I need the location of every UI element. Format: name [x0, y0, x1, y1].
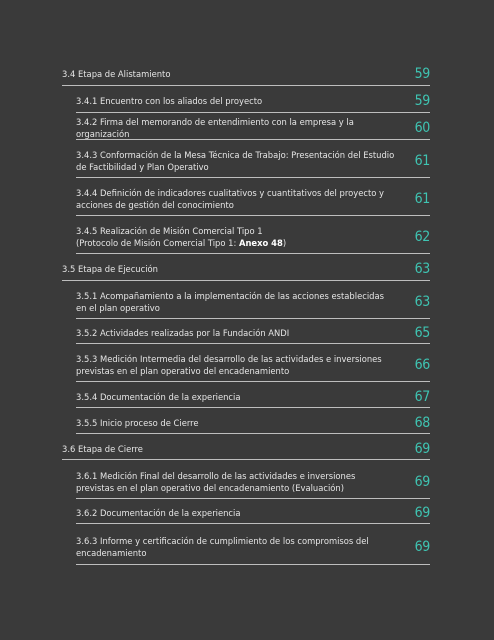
toc-entry-label [76, 225, 410, 249]
toc-entry-label: 3.5.2 Actividades realizadas por la Fundación ANDI [76, 327, 290, 338]
toc-entry-3-5-4[interactable] [76, 386, 430, 408]
toc-entry-label: 3.4 Etapa de Alistamiento [62, 69, 171, 79]
toc-entry-page: 61 [414, 152, 430, 169]
toc-entry-label: 3.5.3 Medición Intermedia del desarrollo de las actividades e inversiones previstas en el plan operativo del encadenamiento [76, 353, 382, 376]
toc-entry-page: 69 [414, 504, 430, 521]
toc-entry-page: 60 [414, 120, 430, 136]
toc-entry-page: 63 [414, 293, 430, 310]
toc-entry-3-4-3[interactable] [76, 144, 430, 178]
toc-entry-page: 68 [414, 414, 430, 431]
toc-entry-page: 69 [414, 538, 430, 555]
toc-entry-label-line2-prefix: (Protocolo de Misión Comercial Tipo 1: [76, 237, 239, 248]
toc-entry-3-4-2[interactable] [76, 117, 430, 140]
annex-reference: Anexo 48 [238, 237, 283, 248]
toc-entry-3-5[interactable] [62, 258, 430, 281]
toc-entry-page: 69 [414, 473, 430, 490]
toc-entry-page: 69 [414, 440, 430, 457]
toc-entry-page: 67 [414, 388, 430, 405]
toc-entry-label: 3.4.2 Firma del memorando de entendimiento con la empresa y la organización [76, 117, 354, 139]
toc-entry-label: 3.5.1 Acompañamiento a la implementación de las acciones establecidas en el plan operativo [76, 290, 384, 313]
toc-entry-3-5-3[interactable] [76, 348, 430, 382]
toc-entry-3-5-5[interactable] [76, 412, 430, 434]
toc-entry-label-line1: 3.4.5 Realización de Misión Comercial Tipo 1 [76, 225, 263, 236]
toc-entry-3-4-4[interactable] [76, 182, 430, 216]
toc-entry-page: 63 [414, 261, 430, 277]
toc-entry-label: 3.6.1 Medición Final del desarrollo de las actividades e inversiones previstas en el plan operativo del encadenamiento (Evaluación) [76, 470, 356, 493]
toc-entry-label: 3.6 Etapa de Cierre [62, 443, 143, 454]
toc-entry-3-5-1[interactable] [76, 285, 430, 319]
toc-entry-3-6-1[interactable] [76, 465, 430, 499]
toc-entry-label: 3.4.1 Encuentro con los aliados del proyecto [76, 96, 263, 106]
toc-entry-label: 3.5.5 Inicio proceso de Cierre [76, 417, 199, 428]
toc-entry-label: 3.4.4 Definición de indicadores cualitativos y cuantitativos del proyecto y acciones de gestión del conocimiento [76, 187, 384, 210]
toc-entry-label: 3.5 Etapa de Ejecución [62, 264, 158, 274]
toc-entry-page: 62 [414, 228, 430, 245]
toc-entry-page: 59 [414, 93, 430, 109]
toc-entry-3-5-2[interactable] [76, 322, 430, 344]
toc-entry-page: 59 [414, 66, 430, 82]
toc-entry-page: 61 [414, 190, 430, 207]
toc-entry-page: 65 [414, 324, 430, 341]
toc-entry-label: 3.6.2 Documentación de la experiencia [76, 507, 241, 518]
toc-entry-page: 66 [414, 356, 430, 373]
toc-entry-3-6[interactable] [62, 438, 430, 460]
toc-entry-label: 3.4.3 Conformación de la Mesa Técnica de Trabajo: Presentación del Estudio de Factibilidad y Plan Operativo [76, 149, 395, 172]
toc-entry-3-6-2[interactable] [76, 502, 430, 524]
toc-entry-3-4[interactable] [62, 63, 430, 86]
toc-entry-3-4-5[interactable] [76, 220, 430, 254]
toc-entry-3-6-3[interactable] [76, 529, 430, 565]
toc-entry-label-line2-suffix: ) [282, 237, 287, 248]
toc-entry-label: 3.5.4 Documentación de la experiencia [76, 391, 241, 402]
toc-entry-3-4-1[interactable] [76, 90, 430, 113]
toc-entry-label: 3.6.3 Informe y certificación de cumplimiento de los compromisos del encadenamiento [76, 535, 369, 558]
